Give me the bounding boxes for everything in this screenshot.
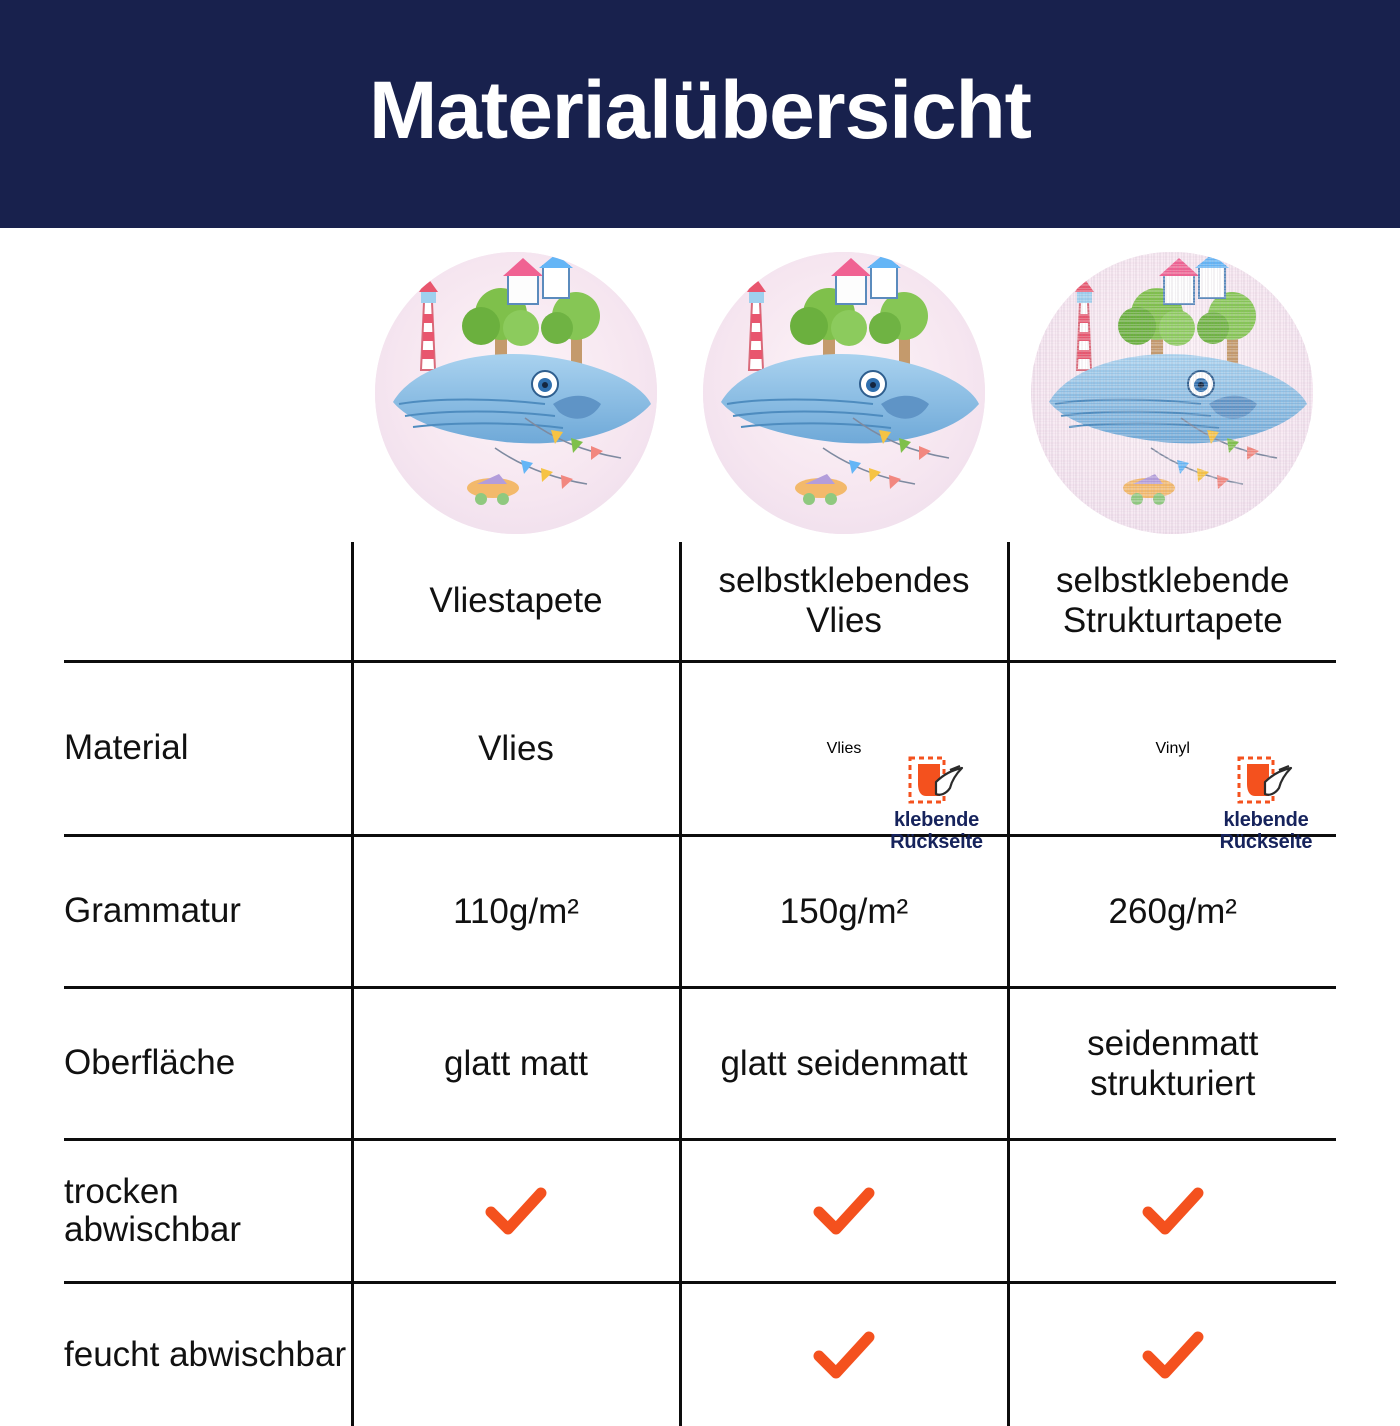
cell-grammatur-selbstklebendes-vlies: 150g/m² — [680, 836, 1008, 988]
cell-value: Vlies — [826, 739, 862, 757]
cell-trocken-selbstklebendes-vlies — [680, 1140, 1008, 1283]
cell-value: Vinyl — [1155, 739, 1190, 757]
table-header-row — [64, 542, 1336, 662]
row-label-oberflaeche: Oberfläche — [64, 988, 352, 1140]
adhesive-back-badge — [875, 754, 999, 853]
table-row — [64, 662, 1336, 836]
swatch-cell-2 — [680, 252, 1008, 542]
peel-sticker-icon — [1235, 754, 1297, 806]
preview-strukturtapete — [1031, 252, 1313, 534]
swatch-cell-1 — [352, 252, 680, 542]
adhesive-back-badge-text: klebende Rückseite — [1219, 808, 1313, 853]
row-label-feucht-abwischbar: feucht abwischbar — [64, 1334, 347, 1374]
page-header — [0, 0, 1400, 228]
cell-oberflaeche-selbstklebendes-vlies: glatt seidenmatt — [680, 988, 1008, 1140]
checkmark-icon — [813, 1329, 875, 1381]
material-comparison-table — [64, 542, 1336, 1426]
page-title: Materialübersicht — [369, 65, 1031, 156]
row-label-material: Material — [64, 662, 352, 836]
column-header-vliestapete: Vliestapete — [352, 542, 680, 662]
adhesive-back-badge-text: klebende Rückseite — [890, 808, 983, 853]
checkmark-icon — [485, 1185, 547, 1237]
cell-oberflaeche-vliestapete: glatt matt — [352, 988, 680, 1140]
adhesive-back-badge — [1204, 754, 1328, 853]
cell-material-selbstklebendes-vlies — [680, 662, 1008, 853]
cell-oberflaeche-strukturtapete: seidenmatt strukturiert — [1008, 988, 1336, 1140]
header-cell-empty — [64, 542, 352, 662]
column-header-strukturtapete: selbstklebende Strukturtapete — [1008, 542, 1336, 662]
checkmark-icon — [1142, 1185, 1204, 1237]
checkmark-icon — [1142, 1329, 1204, 1381]
table-row — [64, 1140, 1336, 1283]
row-label-trocken-abwischbar: trocken abwischbar — [64, 1140, 352, 1283]
preview-selbstklebendes-vlies — [703, 252, 985, 534]
table-row — [64, 988, 1336, 1140]
cell-material-vliestapete: Vlies — [352, 662, 680, 836]
column-header-selbstklebendes-vlies: selbstklebendes Vlies — [680, 542, 1008, 662]
swatch-cell-3 — [1008, 252, 1336, 542]
row-label-grammatur: Grammatur — [64, 836, 352, 988]
cell-grammatur-vliestapete: 110g/m² — [352, 836, 680, 988]
cell-grammatur-strukturtapete: 260g/m² — [1008, 836, 1336, 988]
cell-feucht-strukturtapete — [1008, 1283, 1336, 1426]
cell-feucht-selbstklebendes-vlies — [680, 1283, 1008, 1426]
peel-sticker-icon — [906, 754, 968, 806]
table-row — [64, 836, 1336, 988]
cell-material-strukturtapete — [1008, 662, 1336, 853]
preview-vliestapete — [375, 252, 657, 534]
checkmark-icon — [813, 1185, 875, 1237]
table-row — [64, 1283, 1336, 1426]
cell-trocken-vliestapete — [352, 1140, 680, 1283]
cell-feucht-vliestapete — [352, 1283, 680, 1426]
cell-trocken-strukturtapete — [1008, 1140, 1336, 1283]
swatch-row — [352, 252, 1336, 542]
